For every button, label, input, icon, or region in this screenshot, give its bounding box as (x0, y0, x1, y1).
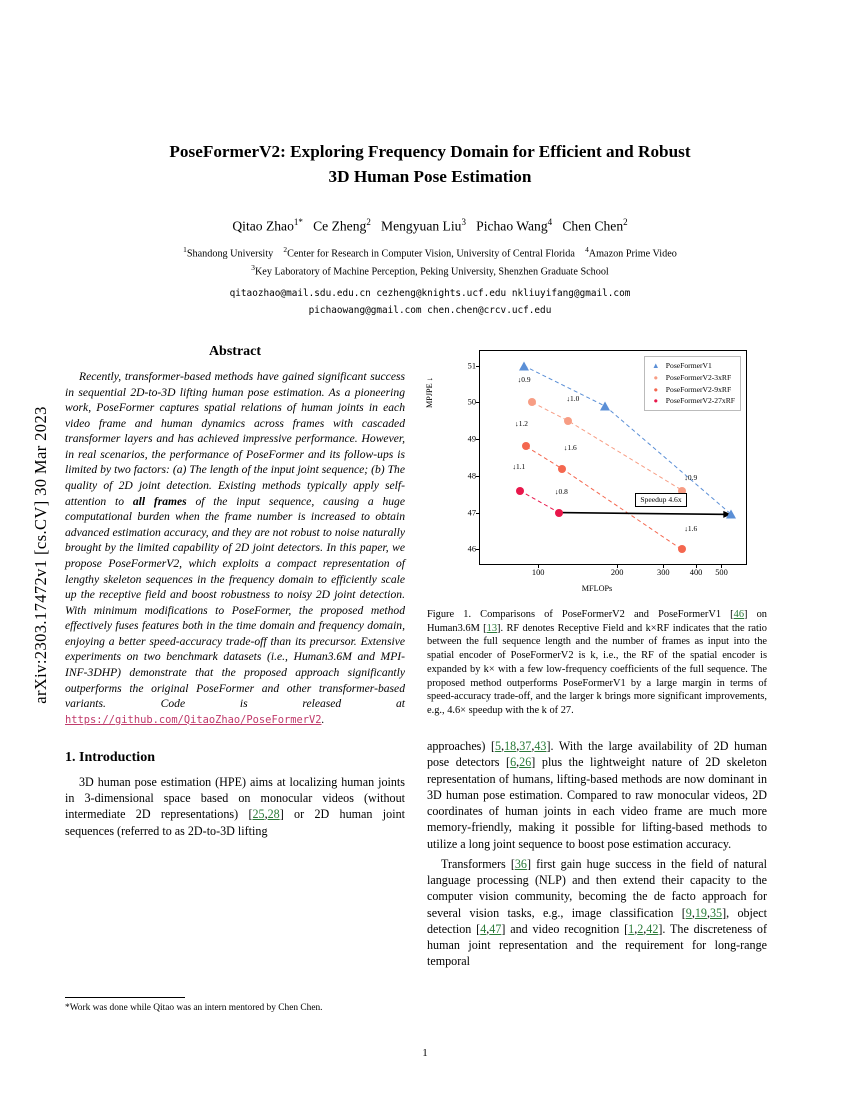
intro-paragraph-1 (65, 774, 405, 839)
chart-legend-item (649, 395, 735, 407)
chart-x-tick: 500 (715, 568, 728, 577)
caption-text-1: Figure 1. Comparisons of PoseFormerV2 and PoseFormerV1 [ (427, 609, 734, 620)
chart-annotation: ↓1.6 (684, 524, 698, 534)
chart-x-tick-mark (696, 564, 697, 568)
chart-legend-marker-icon: ▲ (652, 361, 660, 370)
chart-x-tick: 100 (531, 568, 545, 577)
chart-annotation: ↓1.0 (566, 393, 580, 403)
chart-y-tick: 49 (467, 434, 476, 444)
chart-x-axis-label: MFLOPs (581, 584, 613, 593)
caption-text-3: ]. RF denotes Receptive Field and k×RF indicates that the ratio between the full sequence length and the number of frames as input into the spatial encoder of PoseFormerV2 is k, i.e., the RF of the spatial encoder is expanded by k× with a few low-frequency coefficients of the full sequence. The proposed method outperforms PoseFormerV1 by a large margin in terms of speed-accuracy trade-off, and the larger k brings more significant improvements, e.g., 4.6× speedup with the k of 27. (427, 622, 768, 717)
chart-y-tick: 47 (467, 508, 476, 518)
chart-x-tick-mark (617, 564, 618, 568)
chart-x-tick: 300 (657, 568, 670, 577)
rp2-t3: , (706, 905, 710, 920)
email-line-2: pichaowang@gmail.com chen.chen@crcv.ucf.edu (308, 305, 552, 317)
email-line-1: qitaozhao@mail.sdu.edu.cn cezheng@knights.ucf.edu nkliuyifang@gmail.com (229, 288, 631, 299)
chart-data-point (528, 398, 536, 406)
caption-text-2: ] on Human3.6M [ (427, 609, 767, 634)
chart-x-tick-mark (538, 564, 539, 568)
chart-legend (644, 356, 741, 411)
chart-data-point (564, 417, 572, 425)
intro-text-2: , (264, 807, 268, 822)
rp2-t8: , (643, 921, 647, 936)
citation-37[interactable]: 37 (519, 739, 532, 753)
footnote-divider (65, 997, 185, 998)
chart-plot-area (467, 350, 747, 577)
citation-6[interactable]: 6 (510, 755, 517, 770)
chart-legend-marker-icon: ● (653, 384, 659, 394)
abstract-part-3: . (321, 712, 325, 726)
chart-annotation: ↓1.1 (512, 461, 526, 471)
right-paragraph-2 (427, 856, 767, 970)
chart-data-point (516, 487, 524, 495)
rp2-t5: , (486, 921, 490, 936)
abstract-heading: Abstract (208, 344, 262, 359)
right-paragraph-1 (427, 738, 767, 852)
left-column (65, 344, 405, 839)
chart-y-axis-label: MPJPE ↓ (425, 377, 434, 408)
chart-annotation: ↓0.8 (554, 487, 568, 497)
rp1-t4: ]. With the large availability of 2D human pose detectors [ (427, 739, 767, 770)
chart-data-point (558, 465, 566, 473)
citation-19[interactable]: 19 (694, 905, 707, 920)
chart-legend-label: PoseFormerV1 (665, 361, 712, 370)
rp1-t2: , (516, 739, 520, 753)
rp2-t6: ] and video recognition [ (501, 921, 629, 936)
chart-annotation: ↓0.9 (684, 472, 698, 482)
author-list: Qitao Zhao$^{1*}$ Ce Zheng$^2$ Mengyuan Liu$^3$ Pichao Wang$^4$ Chen Chen$^2$ (232, 217, 628, 234)
chart-data-point (555, 509, 563, 517)
citation-25[interactable]: 25 (252, 807, 265, 822)
citation-28[interactable]: 28 (267, 807, 280, 822)
chart-y-tick: 46 (467, 544, 476, 554)
citation-42[interactable]: 42 (646, 921, 659, 936)
chart-x-tick-mark (663, 564, 664, 568)
rp2-t7: , (634, 921, 638, 936)
citation-43[interactable]: 43 (534, 739, 547, 753)
page-number: 1 (422, 1047, 428, 1059)
chart-x-tick: 400 (689, 568, 703, 577)
chart-data-point (726, 510, 736, 519)
citation-2[interactable]: 2 (637, 921, 644, 936)
citation-4[interactable]: 4 (480, 921, 487, 936)
rp2-t0: Transformers [ (441, 856, 515, 871)
citation-26[interactable]: 26 (519, 755, 532, 770)
rp1-t5: , (516, 755, 520, 770)
chart-legend-item (649, 360, 735, 372)
abstract-part-1: Recently, transformer-based methods have gained significant success in sequential 2D-to-3D lifting human pose estimation. As a pioneering work, PoseFormer captures spatial relations of human joints in each video frame and human dynamics across frames with cascaded transformer layers and has achieved impressive performance. However, in real scenarios, the performance of PoseFormer and its follow-ups is limited by two factors: (a) The length of the input joint sequence; (b) The quality of 2D joint detection. Existing methods typically apply self-attention to (65, 370, 405, 508)
citation-13[interactable]: 13 (486, 622, 498, 634)
footnote: *Work was done while Qitao was an intern mentored by Chen Chen. (65, 1003, 323, 1013)
chart-annotation: ↓0.9 (517, 375, 531, 385)
citation-47[interactable]: 47 (489, 921, 502, 936)
chart-y-tick: 48 (467, 471, 476, 481)
rp1-t1: , (501, 739, 505, 753)
citation-5[interactable]: 5 (495, 739, 502, 753)
chart-legend-label: PoseFormerV2-3xRF (665, 372, 732, 382)
chart-y-tick: 50 (467, 397, 476, 407)
chart-data-point (519, 361, 529, 370)
rp2-t2: , (691, 905, 695, 920)
rp1-t6: ] plus the lightweight nature of 2D skeleton representation of humans, lifting-based methods are now dominant in 3D human pose estimation. Compared to raw monocular videos, 2D coordinates of human joints in each video frame are much more memory-friendly, making it possible for lifting-based methods to utilize a long joint sequence to boost pose estimation accuracy. (427, 755, 767, 851)
abstract-bold-phrase: all frames (132, 494, 187, 508)
chart-legend-item (649, 384, 735, 396)
citation-36[interactable]: 36 (514, 856, 527, 871)
right-column (427, 738, 767, 970)
code-link[interactable]: https://github.com/QitaoZhao/PoseFormerV2 (65, 713, 322, 726)
chart-legend-item (649, 372, 735, 384)
chart-legend-marker-icon: ● (653, 372, 659, 382)
chart-data-point (600, 402, 610, 411)
section-heading-introduction: 1. Introduction (65, 749, 155, 765)
citation-35[interactable]: 35 (710, 905, 723, 920)
arxiv-stamp: arXiv:2303.17472v1 [cs.CV] 30 Mar 2023 (31, 406, 50, 704)
citation-1[interactable]: 1 (628, 921, 635, 936)
rp2-t4: ], object detection [ (427, 905, 768, 936)
chart-annotation: ↓1.2 (515, 419, 528, 429)
chart-legend-label: PoseFormerV2-9xRF (665, 384, 732, 394)
rp2-t1: ] first gain huge success in the field of natural language processing (NLP) and then extend their capacity to the computer vision community, becoming the de facto approach for several vision tasks, e.g., image classification [ (427, 856, 767, 920)
figure-1-caption (427, 608, 767, 718)
chart-data-point (522, 442, 530, 450)
affiliations (80, 244, 780, 280)
rp1-t3: , (531, 739, 535, 753)
figure-1 (427, 344, 767, 602)
affiliation-line-2: $^3$Key Laboratory of Machine Perception, Peking University, Shenzhen Graduate School (251, 263, 609, 278)
intro-text-3: ] or 2D human joint sequences (referred to as 2D-to-3D lifting (65, 807, 405, 838)
chart-x-tick: 200 (610, 568, 624, 577)
page-title: PoseFormerV2: Exploring Frequency Domain for Efficient and Robust 3D Human Pose Estimation (169, 142, 691, 186)
citation-46[interactable]: 46 (733, 609, 745, 620)
chart-annotation: ↓1.6 (563, 443, 577, 453)
intro-text-1: 3D human pose estimation (HPE) aims at localizing human joints in 3-dimensional space based on monocular videos (without intermediate 2D representations) [ (65, 774, 405, 822)
chart-y-tick: 51 (467, 361, 476, 371)
chart-annotation-speedup: Speedup 4.6x (635, 493, 686, 507)
rp1-t0: approaches) [ (427, 739, 496, 753)
citation-18[interactable]: 18 (504, 739, 517, 753)
abstract-part-2: of the input sequence, causing a huge computational burden when the frame number is increased to obtain advanced estimation accuracy, and they are not robust to noise naturally brought by the limited capability of 2D joint detectors. In this paper, we propose PoseFormerV2, which exploits a compact representation of lengthy skeleton sequences in the frequency domain to efficiently scale up the receptive field and boost robustness to noisy 2D joint detection. With minimum modifications to PoseFormer, the proposed method effectively fuses features both in the time domain and frequency domain, enjoying a better speed-accuracy trade-off than its precursor. Extensive experiments on two benchmark datasets (i.e., Human3.6M and MPI-INF-3DHP) demonstrate that the proposed approach significantly outperforms the original PoseFormer and other transformer-based variants. Code is released at (65, 494, 405, 711)
chart-x-tick-mark (721, 564, 722, 568)
citation-9[interactable]: 9 (685, 905, 692, 920)
chart-legend-marker-icon: ● (653, 396, 659, 406)
chart-legend-label: PoseFormerV2-27xRF (665, 396, 735, 406)
chart-data-point (678, 545, 686, 553)
rp2-t9: ]. The discreteness of human joint representation and the requirement for long-range temporal (427, 921, 768, 969)
affiliation-line-1: $^1$Shandong University $^2$Center for Research in Computer Vision, University of Central Florida $^4$Amazon Prime Video (183, 245, 677, 260)
email-list (100, 285, 760, 320)
abstract-text (65, 369, 405, 728)
